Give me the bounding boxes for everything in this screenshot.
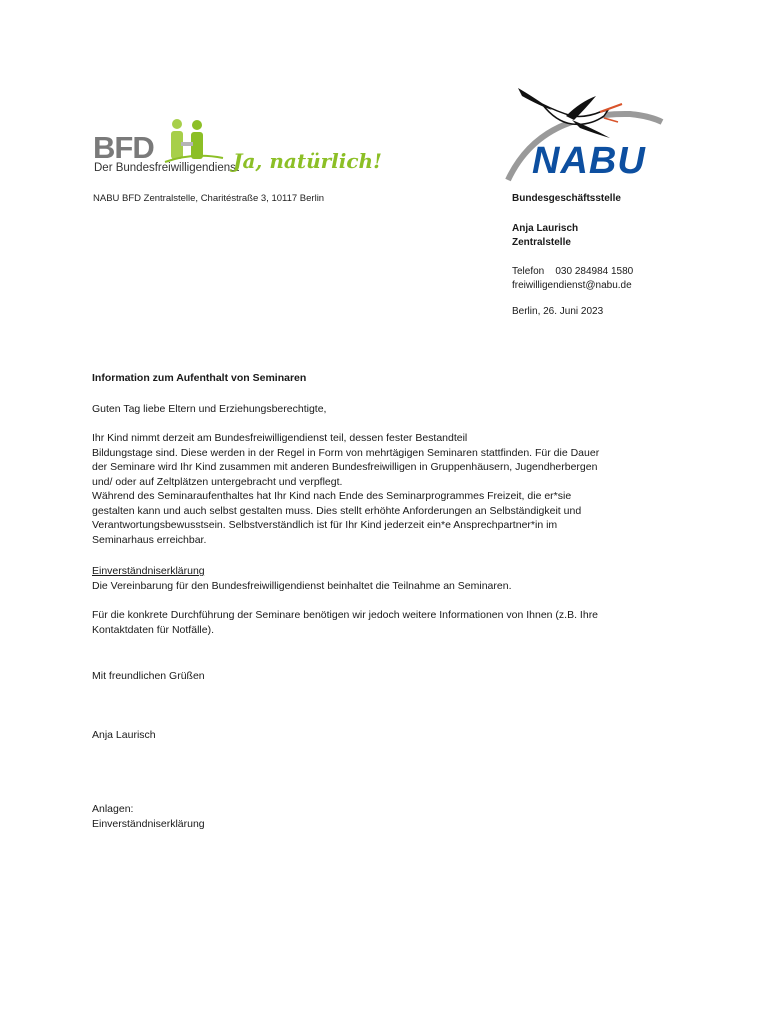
- paragraph-line: und/ oder auf Zeltplätzen untergebracht und verpflegt.: [92, 475, 343, 488]
- nabu-logo: [500, 82, 665, 184]
- consent-section: [92, 564, 692, 593]
- sender-address-line: NABU BFD Zentralstelle, Charitéstraße 3, 10117 Berlin: [93, 193, 325, 204]
- paragraph-line: Ihr Kind nimmt derzeit am Bundesfreiwilligendienst teil, dessen fester Bestandteil: [92, 432, 468, 444]
- paragraph-line: Verantwortungsbewusstsein. Selbstverständlich ist für Ihr Kind jederzeit ein*e Ansprechpartner*in im: [92, 519, 558, 531]
- bfd-logo-letters: BFD: [93, 130, 154, 165]
- greeting: Guten Tag liebe Eltern und Erziehungsberechtigte,: [92, 403, 327, 415]
- paragraph-line: Für die konkrete Durchführung der Seminare benötigen wir jedoch weitere Informationen von Ihnen (z.B. Ihre: [92, 609, 599, 621]
- paragraph-seminars: [92, 431, 692, 547]
- phone-label: Telefon: [512, 266, 545, 277]
- bfd-logo: [93, 118, 382, 180]
- letter-date: Berlin, 26. Juni 2023: [512, 306, 604, 317]
- contact-department: Zentralstelle: [512, 237, 571, 248]
- paragraph-line: Seminarhaus erreichbar.: [92, 533, 207, 546]
- paragraph-line: der Seminare wird Ihr Kind zusammen mit anderen Bundesfreiwilligen in Gruppenhäusern, Jugendherbergen: [92, 461, 598, 473]
- office-name: Bundesgeschäftsstelle: [512, 193, 621, 204]
- letter-subject: Information zum Aufenthalt von Seminaren: [92, 372, 307, 384]
- people-figures-icon: [163, 118, 225, 166]
- closing: Mit freundlichen Grüßen: [92, 670, 205, 682]
- consent-heading: Einverständniserklärung: [92, 565, 205, 577]
- phone-number: 030 284984 1580: [555, 266, 634, 277]
- attachment-item: Einverständniserklärung: [92, 817, 205, 830]
- paragraph-line: Während des Seminaraufenthaltes hat Ihr Kind nach Ende des Seminarprogrammes Freizeit, die er*sie: [92, 490, 572, 502]
- contact-name: Anja Laurisch: [512, 223, 579, 234]
- attachments: [92, 802, 692, 831]
- nabu-logo-text: NABU: [532, 140, 646, 182]
- paragraph-line: Kontaktdaten für Notfälle).: [92, 623, 214, 636]
- consent-text: Die Vereinbarung für den Bundesfreiwilligendienst beinhaltet die Teilnahme an Seminaren.: [92, 579, 512, 592]
- attachments-label: Anlagen:: [92, 803, 134, 815]
- paragraph-line: Bildungstage sind. Diese werden in der Regel in Form von mehrtägigen Seminaren stattfinden. Für die Dauer: [92, 446, 600, 459]
- paragraph-information: [92, 608, 692, 637]
- paragraph-line: gestalten kann und auch selbst gestalten muss. Dies stellt erhöhte Anforderungen an Selbständigkeit und: [92, 504, 582, 517]
- signature-name: Anja Laurisch: [92, 729, 156, 741]
- bfd-logo-slogan: Ja, natürlich!: [233, 149, 382, 173]
- email-address: freiwilligendienst@nabu.de: [512, 280, 632, 291]
- bfd-logo-subtitle: Der Bundesfreiwilligendienst: [94, 162, 240, 174]
- phone-line: [512, 266, 633, 277]
